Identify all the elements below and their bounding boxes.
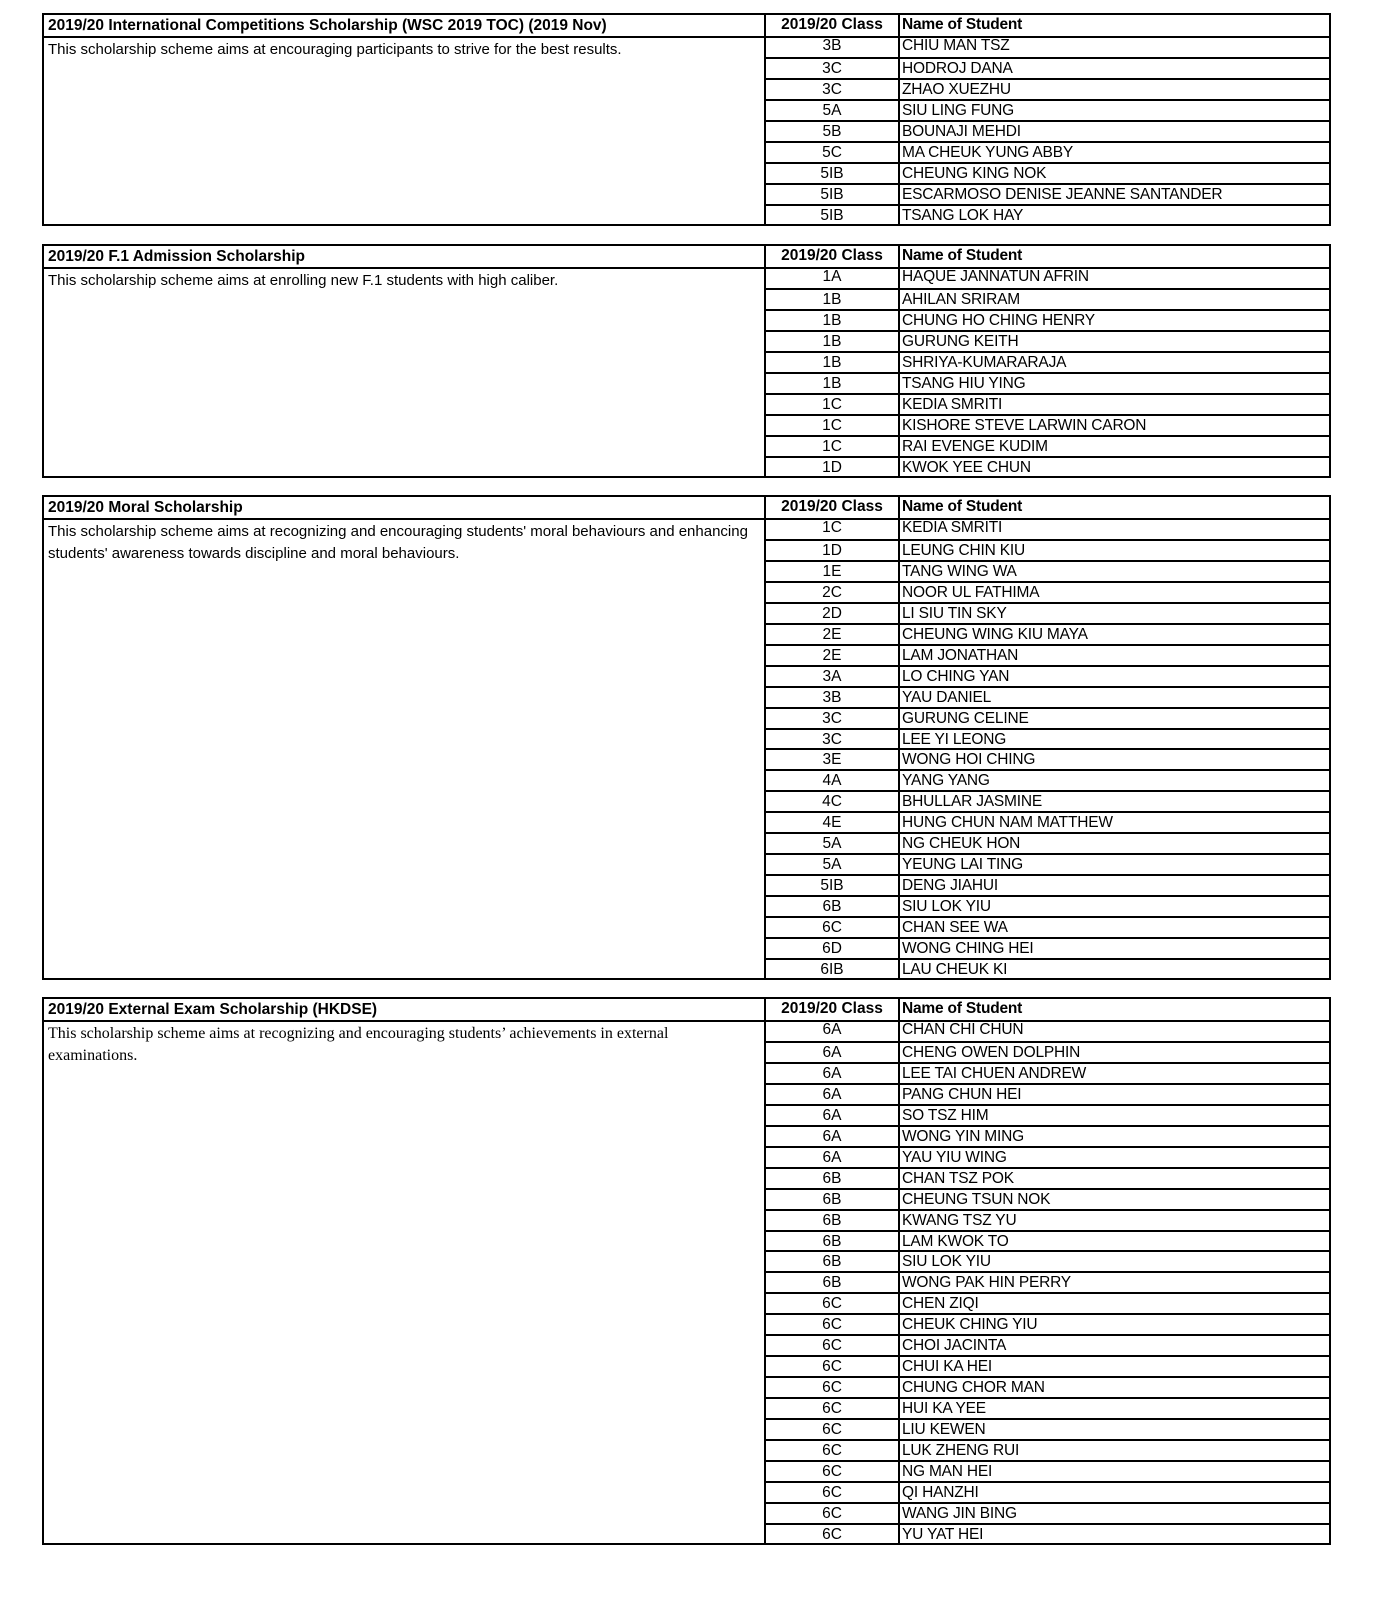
student-class: 6C	[822, 1483, 842, 1501]
student-name: CHOI JACINTA	[902, 1337, 1007, 1355]
table-row	[766, 141, 1329, 162]
student-name: KEDIA SMRITI	[902, 519, 1003, 536]
student-name: LIU KEWEN	[902, 1421, 986, 1439]
student-class: 5A	[822, 856, 842, 874]
student-class: 1D	[822, 458, 842, 476]
table-row	[766, 330, 1329, 351]
class-column-header: 2019/20 Class	[781, 498, 883, 515]
table-row	[766, 1041, 1329, 1062]
table-row	[766, 686, 1329, 707]
description-column	[44, 999, 766, 1543]
table-row	[766, 1146, 1329, 1167]
student-class: 3B	[822, 37, 842, 54]
student-name: CHEUNG TSUN NOK	[902, 1190, 1051, 1208]
table-row	[766, 518, 1329, 539]
student-name: SHRIYA-KUMARARAJA	[902, 353, 1067, 371]
table-row	[766, 1418, 1329, 1439]
class-column-header: 2019/20 Class	[781, 16, 883, 33]
student-name: CHUNG CHOR MAN	[902, 1379, 1045, 1397]
student-name: CHEN ZIQI	[902, 1295, 979, 1313]
student-name: CHAN TSZ POK	[902, 1169, 1014, 1187]
student-name: ZHAO XUEZHU	[902, 80, 1011, 98]
student-name: ESCARMOSO DENISE JEANNE SANTANDER	[902, 185, 1223, 203]
student-name: LI SIU TIN SKY	[902, 604, 1007, 622]
student-class: 1B	[822, 290, 842, 308]
student-name: MA CHEUK YUNG ABBY	[902, 143, 1073, 161]
column-header-row	[766, 999, 1329, 1020]
table-row	[766, 1125, 1329, 1146]
student-name: GURUNG CELINE	[902, 709, 1029, 727]
student-class: 3E	[822, 751, 842, 769]
student-class: 6B	[822, 1190, 842, 1208]
student-class: 6C	[822, 1337, 842, 1355]
student-class: 6C	[822, 1442, 842, 1459]
table-row	[766, 1397, 1329, 1418]
student-name: QI HANZHI	[902, 1483, 979, 1501]
student-name: YANG YANG	[902, 772, 990, 790]
table-row	[766, 183, 1329, 204]
table-row	[766, 602, 1329, 623]
student-name: LAM JONATHAN	[902, 646, 1019, 664]
table-row	[766, 1292, 1329, 1313]
student-name: WONG YIN MING	[902, 1127, 1024, 1145]
student-class: 6C	[822, 1295, 842, 1313]
student-name: LUK ZHENG RUI	[902, 1442, 1020, 1459]
table-row	[766, 288, 1329, 309]
student-name: HODROJ DANA	[902, 59, 1013, 77]
table-row	[766, 539, 1329, 560]
table-row	[766, 853, 1329, 874]
student-class: 6B	[822, 1232, 842, 1250]
student-name: WONG CHING HEI	[902, 940, 1034, 957]
student-class: 2E	[822, 646, 842, 664]
student-class: 6C	[822, 1316, 842, 1334]
section-description: This scholarship scheme aims at recognizing and encouraging students’ achievements in external examinations.	[48, 1025, 669, 1064]
student-name: KEDIA SMRITI	[902, 395, 1003, 413]
section-title: 2019/20 External Exam Scholarship (HKDSE)	[48, 1001, 378, 1018]
student-class: 6B	[822, 898, 842, 916]
student-class: 6B	[822, 1274, 842, 1292]
student-name: AHILAN SRIRAM	[902, 290, 1020, 308]
table-row	[766, 728, 1329, 749]
table-row	[766, 1167, 1329, 1188]
student-class: 6C	[822, 1462, 842, 1480]
student-name: HUNG CHUN NAM MATTHEW	[902, 814, 1113, 832]
student-class: 4E	[822, 814, 842, 832]
class-column-header: 2019/20 Class	[781, 247, 883, 264]
table-row	[766, 832, 1329, 853]
student-name: LEUNG CHIN KIU	[902, 541, 1025, 559]
student-class: 5A	[822, 835, 842, 853]
name-column-header: Name of Student	[902, 1000, 1023, 1017]
student-name: CHUNG HO CHING HENRY	[902, 311, 1095, 329]
student-name: WONG HOI CHING	[902, 751, 1036, 769]
student-class: 5IB	[820, 164, 844, 182]
table-row	[766, 748, 1329, 769]
student-class: 1D	[822, 541, 842, 559]
student-class: 6A	[822, 1127, 842, 1145]
student-class: 1B	[822, 332, 842, 350]
table-row	[766, 36, 1329, 57]
student-class: 6C	[822, 1400, 842, 1418]
student-name: SO TSZ HIM	[902, 1106, 989, 1124]
table-row	[766, 1104, 1329, 1125]
student-name: CHEUK CHING YIU	[902, 1316, 1038, 1334]
student-class: 6C	[822, 1379, 842, 1397]
class-column-header: 2019/20 Class	[781, 1000, 883, 1017]
student-name: CHUI KA HEI	[902, 1358, 992, 1376]
section-description: This scholarship scheme aims at encouraging participants to strive for the best results.	[48, 41, 622, 58]
column-header-row	[766, 246, 1329, 267]
student-class: 1B	[822, 353, 842, 371]
table-row	[766, 435, 1329, 456]
student-name: CHEUNG WING KIU MAYA	[902, 625, 1088, 643]
table-row	[766, 958, 1329, 979]
student-name: LAM KWOK TO	[902, 1232, 1009, 1250]
table-row	[766, 1523, 1329, 1544]
table-row	[766, 1020, 1329, 1041]
section-description: This scholarship scheme aims at recognizing and encouraging students' moral behaviours and enhancing students' awareness towards discipline and moral behaviours.	[48, 523, 748, 562]
student-name: YAU YIU WING	[902, 1148, 1007, 1166]
table-row	[766, 309, 1329, 330]
student-class: 4A	[822, 772, 842, 790]
student-class: 5IB	[820, 206, 844, 224]
student-class: 3C	[822, 730, 842, 748]
student-class: 5C	[822, 143, 842, 161]
table-row	[766, 1439, 1329, 1460]
student-name: RAI EVENGE KUDIM	[902, 437, 1048, 455]
student-class: 2E	[822, 625, 842, 643]
student-class: 6C	[822, 1525, 842, 1543]
table-row	[766, 1062, 1329, 1083]
student-class: 5B	[822, 122, 842, 140]
student-class: 1B	[822, 374, 842, 392]
student-name: TANG WING WA	[902, 562, 1017, 580]
name-column-header: Name of Student	[902, 498, 1023, 515]
student-class: 6A	[822, 1043, 842, 1061]
student-class: 1C	[822, 519, 842, 536]
student-name: WANG JIN BING	[902, 1504, 1017, 1522]
student-name: LEE TAI CHUEN ANDREW	[902, 1064, 1087, 1082]
student-class: 1A	[822, 268, 842, 285]
student-class: 6D	[822, 940, 842, 957]
section-description: This scholarship scheme aims at enrolling new F.1 students with high caliber.	[48, 272, 559, 289]
student-class: 2D	[822, 604, 842, 622]
table-row	[766, 623, 1329, 644]
student-name: DENG JIAHUI	[902, 877, 998, 895]
student-name: TSANG LOK HAY	[902, 206, 1024, 224]
table-row	[766, 560, 1329, 581]
scholarship-section	[42, 244, 1331, 478]
table-row	[766, 644, 1329, 665]
student-name: CHEUNG KING NOK	[902, 164, 1047, 182]
table-row	[766, 665, 1329, 686]
student-class: 6B	[822, 1211, 842, 1229]
table-row	[766, 393, 1329, 414]
name-column-header: Name of Student	[902, 16, 1023, 33]
table-row	[766, 581, 1329, 602]
student-class: 6C	[822, 1421, 842, 1439]
student-name: BOUNAJI MEHDI	[902, 122, 1021, 140]
student-name: BHULLAR JASMINE	[902, 793, 1042, 811]
table-row	[766, 1481, 1329, 1502]
student-name: CHAN CHI CHUN	[902, 1021, 1024, 1038]
student-class: 6IB	[820, 960, 844, 978]
student-class: 1C	[822, 437, 842, 455]
student-name: CHIU MAN TSZ	[902, 37, 1010, 54]
student-name: SIU LING FUNG	[902, 101, 1014, 119]
student-name: LAU CHEUK KI	[902, 960, 1008, 978]
table-row	[766, 1334, 1329, 1355]
student-class: 6C	[822, 919, 842, 937]
student-name: WONG PAK HIN PERRY	[902, 1274, 1071, 1292]
student-name: KWANG TSZ YU	[902, 1211, 1017, 1229]
student-class: 6B	[822, 1253, 842, 1271]
student-name: SIU LOK YIU	[902, 1253, 991, 1271]
table-row	[766, 1460, 1329, 1481]
student-name: NOOR UL FATHIMA	[902, 583, 1040, 601]
student-class: 1C	[822, 416, 842, 434]
student-class: 2C	[822, 583, 842, 601]
table-row	[766, 1376, 1329, 1397]
student-class: 3A	[822, 667, 842, 685]
table-row	[766, 1355, 1329, 1376]
student-class: 5A	[822, 101, 842, 119]
table-row	[766, 1271, 1329, 1292]
section-title: 2019/20 International Competitions Scholarship (WSC 2019 TOC) (2019 Nov)	[48, 17, 607, 34]
student-name: NG MAN HEI	[902, 1462, 993, 1480]
student-name: NG CHEUK HON	[902, 835, 1021, 853]
student-class: 6A	[822, 1064, 842, 1082]
table-row	[766, 1209, 1329, 1230]
table-row	[766, 57, 1329, 78]
scholarship-section	[42, 495, 1331, 980]
column-header-row	[766, 15, 1329, 36]
student-class: 6A	[822, 1148, 842, 1166]
table-row	[766, 1313, 1329, 1334]
student-name: LEE YI LEONG	[902, 730, 1007, 748]
student-class: 1B	[822, 311, 842, 329]
table-row	[766, 162, 1329, 183]
table-row	[766, 1188, 1329, 1209]
table-row	[766, 120, 1329, 141]
table-row	[766, 372, 1329, 393]
student-name: YAU DANIEL	[902, 688, 992, 706]
student-name: GURUNG KEITH	[902, 332, 1019, 350]
student-name: SIU LOK YIU	[902, 898, 991, 916]
scholarship-section	[42, 997, 1331, 1545]
student-name: KISHORE STEVE LARWIN CARON	[902, 416, 1147, 434]
scholarship-section	[42, 13, 1331, 226]
table-row	[766, 916, 1329, 937]
table-row	[766, 1250, 1329, 1271]
table-row	[766, 456, 1329, 477]
student-name: TSANG HIU YING	[902, 374, 1026, 392]
table-row	[766, 1083, 1329, 1104]
table-row	[766, 1502, 1329, 1523]
student-class: 6A	[822, 1085, 842, 1103]
table-row	[766, 769, 1329, 790]
student-class: 1C	[822, 395, 842, 413]
student-name: YU YAT HEI	[902, 1525, 984, 1543]
student-class: 6C	[822, 1358, 842, 1376]
table-row	[766, 790, 1329, 811]
table-row	[766, 811, 1329, 832]
student-class: 5IB	[820, 877, 844, 895]
student-name: PANG CHUN HEI	[902, 1085, 1022, 1103]
table-row	[766, 267, 1329, 288]
table-row	[766, 78, 1329, 99]
student-class: 6C	[822, 1504, 842, 1522]
table-row	[766, 874, 1329, 895]
student-name: CHAN SEE WA	[902, 919, 1008, 937]
student-class: 3C	[822, 80, 842, 98]
student-name: HAQUE JANNATUN AFRIN	[902, 268, 1089, 285]
student-class: 4C	[822, 793, 842, 811]
table-row	[766, 351, 1329, 372]
section-title: 2019/20 F.1 Admission Scholarship	[48, 248, 305, 265]
table-row	[766, 1230, 1329, 1251]
student-class: 6A	[822, 1021, 842, 1038]
student-class: 5IB	[820, 185, 844, 203]
student-class: 6B	[822, 1169, 842, 1187]
table-row	[766, 895, 1329, 916]
student-class: 3C	[822, 709, 842, 727]
student-name: HUI KA YEE	[902, 1400, 986, 1418]
student-class: 1E	[822, 562, 842, 580]
table-row	[766, 707, 1329, 728]
column-header-row	[766, 497, 1329, 518]
name-column-header: Name of Student	[902, 247, 1023, 264]
table-row	[766, 937, 1329, 958]
student-name: CHENG OWEN DOLPHIN	[902, 1043, 1081, 1061]
student-name: KWOK YEE CHUN	[902, 458, 1031, 476]
description-column	[44, 497, 766, 978]
student-name: YEUNG LAI TING	[902, 856, 1023, 874]
student-class: 6A	[822, 1106, 842, 1124]
student-class: 3B	[822, 688, 842, 706]
student-name: LO CHING YAN	[902, 667, 1010, 685]
table-row	[766, 204, 1329, 225]
table-row	[766, 99, 1329, 120]
section-title: 2019/20 Moral Scholarship	[48, 499, 243, 516]
student-class: 3C	[822, 59, 842, 77]
table-row	[766, 414, 1329, 435]
